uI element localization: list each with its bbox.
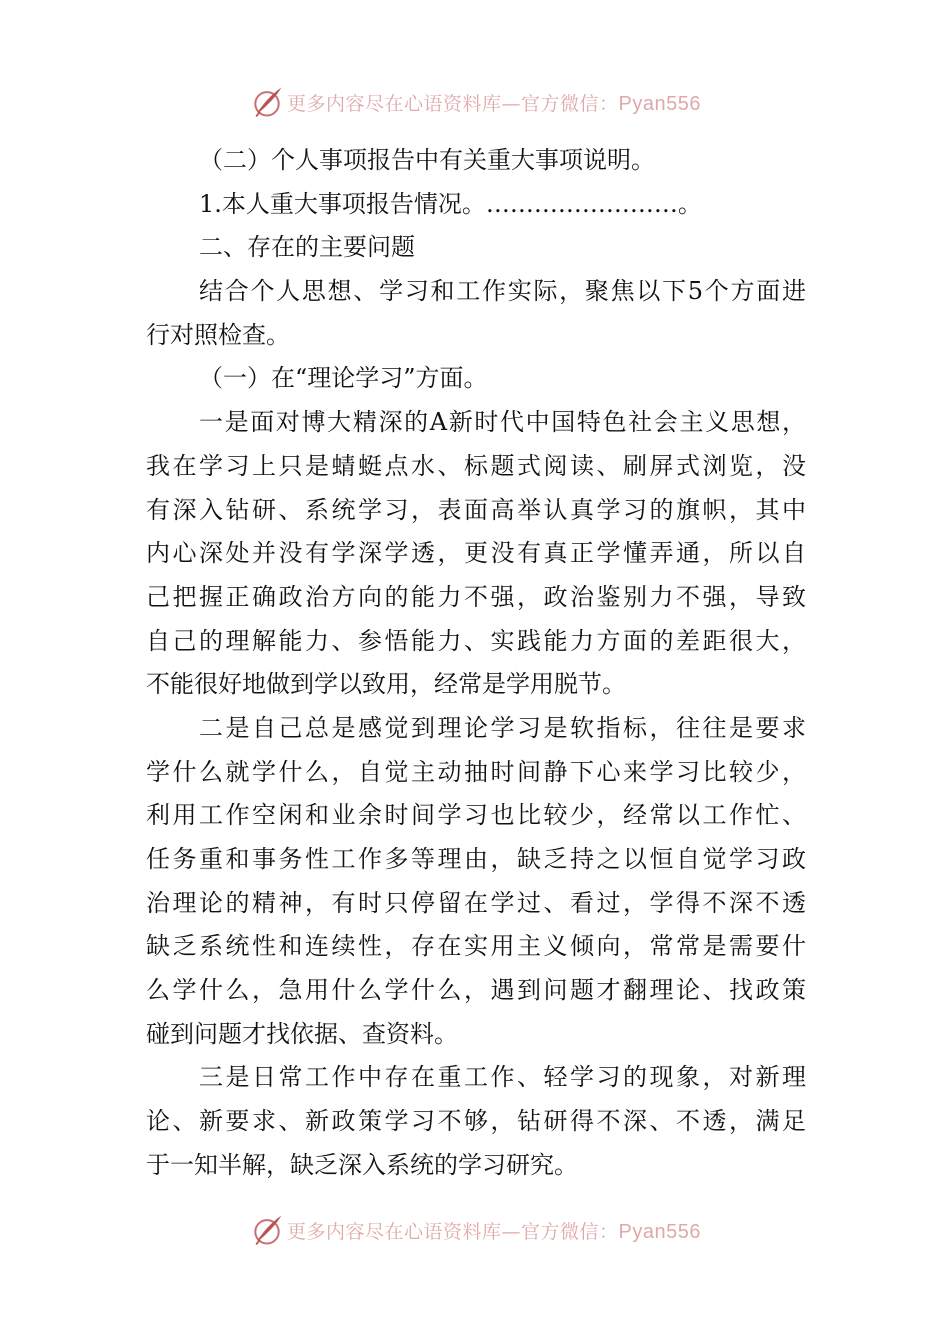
paragraph-line: 治理论的精神，有时只停留在学过、看过，学得不深不透 [146, 888, 806, 917]
paragraph-line: 结合个人思想、学习和工作实际，聚焦以下5个方面进 [199, 277, 806, 306]
quill-pen-icon [249, 1212, 285, 1248]
watermark-header [0, 80, 950, 124]
document-body [146, 139, 806, 1188]
paragraph-line: 行对照检查。 [146, 320, 290, 349]
watermark-text [287, 89, 701, 116]
paragraph-line: 任务重和事务性工作多等理由，缺乏持之以恒自觉学习政 [146, 845, 806, 873]
paragraph-line: 内心深处并没有学深学透，更没有真正学懂弄通，所以自 [146, 539, 806, 568]
paragraph-line: 学什么就学什么，自觉主动抽时间静下心来学习比较少， [146, 757, 806, 786]
paragraph-line: 三是日常工作中存在重工作、轻学习的现象，对新理 [199, 1063, 806, 1092]
watermark-wechat-id: Pyan556 [618, 92, 701, 115]
paragraph-line: 二是自己总是感觉到理论学习是软指标，往往是要求 [199, 713, 806, 742]
watermark-text-cn: 更多内容尽在心语资料库—官方微信： [287, 1220, 619, 1243]
watermark-footer [0, 1208, 950, 1252]
paragraph-line: 于一知半解，缺乏深入系统的学习研究。 [146, 1150, 578, 1179]
watermark-text [287, 1217, 701, 1244]
paragraph-line: 1.本人重大事项报告情况。……………………。 [199, 189, 702, 218]
paragraph-line: 一是面对博大精深的A新时代中国特色社会主义思想， [199, 408, 806, 437]
paragraph-line: 有深入钻研、系统学习，表面高举认真学习的旗帜，其中 [146, 495, 806, 524]
paragraph-line: 利用工作空闲和业余时间学习也比较少，经常以工作忙、 [146, 801, 806, 830]
section-heading-line: （一）在“理论学习”方面。 [199, 364, 488, 393]
paragraph-line: 论、新要求、新政策学习不够，钻研得不深、不透，满足 [146, 1107, 806, 1136]
paragraph-line: 己把握正确政治方向的能力不强，政治鉴别力不强，导致 [146, 582, 806, 611]
paragraph-line: 不能很好地做到学以致用，经常是学用脱节。 [146, 670, 626, 699]
paragraph-line: 么学什么，急用什么学什么，遇到问题才翻理论、找政策 [146, 976, 806, 1005]
paragraph-line: 缺乏系统性和连续性，存在实用主义倾向，常常是需要什 [146, 932, 806, 961]
paragraph-line: 我在学习上只是蜻蜓点水、标题式阅读、刷屏式浏览，没 [146, 451, 806, 480]
paragraph-line: 碰到问题才找依据、查资料。 [146, 1019, 458, 1048]
paragraph-line: 自己的理解能力、参悟能力、实践能力方面的差距很大， [146, 626, 806, 655]
section-heading-line: （二）个人事项报告中有关重大事项说明。 [199, 146, 655, 174]
watermark-text-cn: 更多内容尽在心语资料库—官方微信： [287, 92, 619, 115]
quill-pen-icon [249, 84, 285, 120]
watermark-wechat-id: Pyan556 [618, 1220, 701, 1243]
section-heading-line: 二、存在的主要问题 [199, 233, 415, 262]
